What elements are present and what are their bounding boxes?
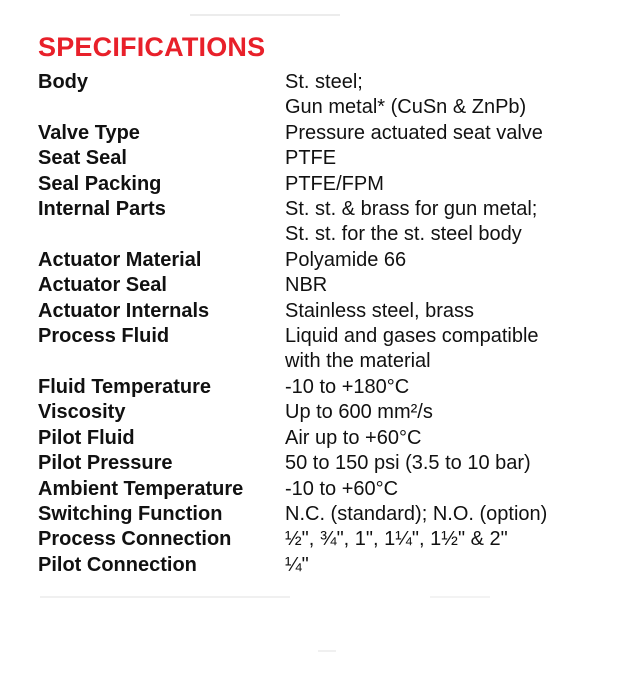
spec-value: [285, 324, 598, 375]
spec-label: Process Fluid: [38, 325, 170, 348]
spec-label: Actuator Material: [38, 248, 202, 271]
spec-value-line: St. st. for the st. steel body: [285, 223, 522, 246]
spec-label: Viscosity: [38, 401, 126, 424]
spec-row: [38, 248, 598, 273]
specifications-table: [38, 70, 598, 578]
spec-row: [38, 299, 598, 324]
spec-label: Pilot Connection: [38, 553, 197, 576]
spec-label: Seat Seal: [38, 147, 127, 170]
spec-value: [285, 451, 598, 476]
spec-value: [285, 146, 598, 171]
spec-row: [38, 146, 598, 171]
spec-row: [38, 477, 598, 502]
spec-label: Body: [38, 71, 88, 93]
spec-label: Actuator Internals: [38, 299, 210, 322]
spec-value: [285, 248, 598, 273]
spec-row: [38, 502, 598, 527]
spec-row: [38, 553, 598, 578]
footnote-divider: [40, 596, 290, 598]
spec-value-line: with the material: [285, 350, 431, 373]
spec-label: Seal Packing: [38, 172, 162, 195]
spec-value: [285, 553, 598, 578]
spec-value-line: NBR: [285, 274, 328, 297]
spec-value-line: Stainless steel, brass: [285, 299, 474, 322]
spec-label: Fluid Temperature: [38, 375, 211, 398]
spec-value-line: Polyamide 66: [285, 248, 407, 271]
top-divider: [190, 14, 340, 16]
spec-row: [38, 324, 598, 375]
spec-row: [38, 172, 598, 197]
spec-value: [285, 527, 598, 552]
spec-row: [38, 197, 598, 248]
spec-value: [285, 70, 598, 121]
spec-row: [38, 121, 598, 146]
spec-value: [285, 197, 598, 248]
spec-value-line: Liquid and gases compatible: [285, 325, 539, 348]
spec-value-line: N.C. (standard); N.O. (option): [285, 502, 548, 525]
footnote-divider-right: [430, 596, 490, 598]
spec-value-line: St. st. & brass for gun metal;: [285, 198, 538, 221]
spec-row: [38, 273, 598, 298]
spec-row: [38, 527, 598, 552]
spec-row: [38, 426, 598, 451]
spec-label: Internal Parts: [38, 198, 166, 221]
spec-value: [285, 502, 598, 527]
spec-label: Process Connection: [38, 528, 232, 551]
spec-row: [38, 375, 598, 400]
spec-value-line: ½", ¾", 1", 1¼", 1½" & 2": [285, 528, 508, 551]
spec-label: Actuator Seal: [38, 274, 167, 297]
spec-label: Valve Type: [38, 121, 140, 144]
spec-label: Ambient Temperature: [38, 477, 244, 500]
spec-value-line: -10 to +180°C: [285, 375, 410, 398]
spec-label: Switching Function: [38, 502, 223, 525]
spec-value: [285, 477, 598, 502]
spec-value-line: ¼": [285, 553, 309, 576]
spec-label: Pilot Pressure: [38, 452, 173, 475]
spec-value-line: Pressure actuated seat valve: [285, 121, 543, 144]
spec-value: [285, 375, 598, 400]
spec-value-line: St. steel;: [285, 71, 363, 93]
spec-value-line: Gun metal* (CuSn & ZnPb): [285, 96, 527, 119]
spec-row: [38, 70, 598, 121]
spec-value-line: Up to 600 mm²/s: [285, 401, 433, 424]
spec-value: [285, 121, 598, 146]
spec-value: [285, 426, 598, 451]
spec-row: [38, 451, 598, 476]
spec-row: [38, 400, 598, 425]
spec-value-line: 50 to 150 psi (3.5 to 10 bar): [285, 452, 531, 475]
spec-value-line: Air up to +60°C: [285, 426, 422, 449]
page-title: SPECIFICATIONS: [38, 32, 266, 62]
spec-value: [285, 299, 598, 324]
spec-value-line: PTFE: [285, 147, 337, 170]
spec-value-line: PTFE/FPM: [285, 172, 384, 195]
spec-label: Pilot Fluid: [38, 426, 135, 449]
spec-value-line: -10 to +60°C: [285, 477, 399, 500]
spec-value: [285, 400, 598, 425]
bottom-divider: [318, 650, 336, 652]
spec-value: [285, 172, 598, 197]
spec-value: [285, 273, 598, 298]
